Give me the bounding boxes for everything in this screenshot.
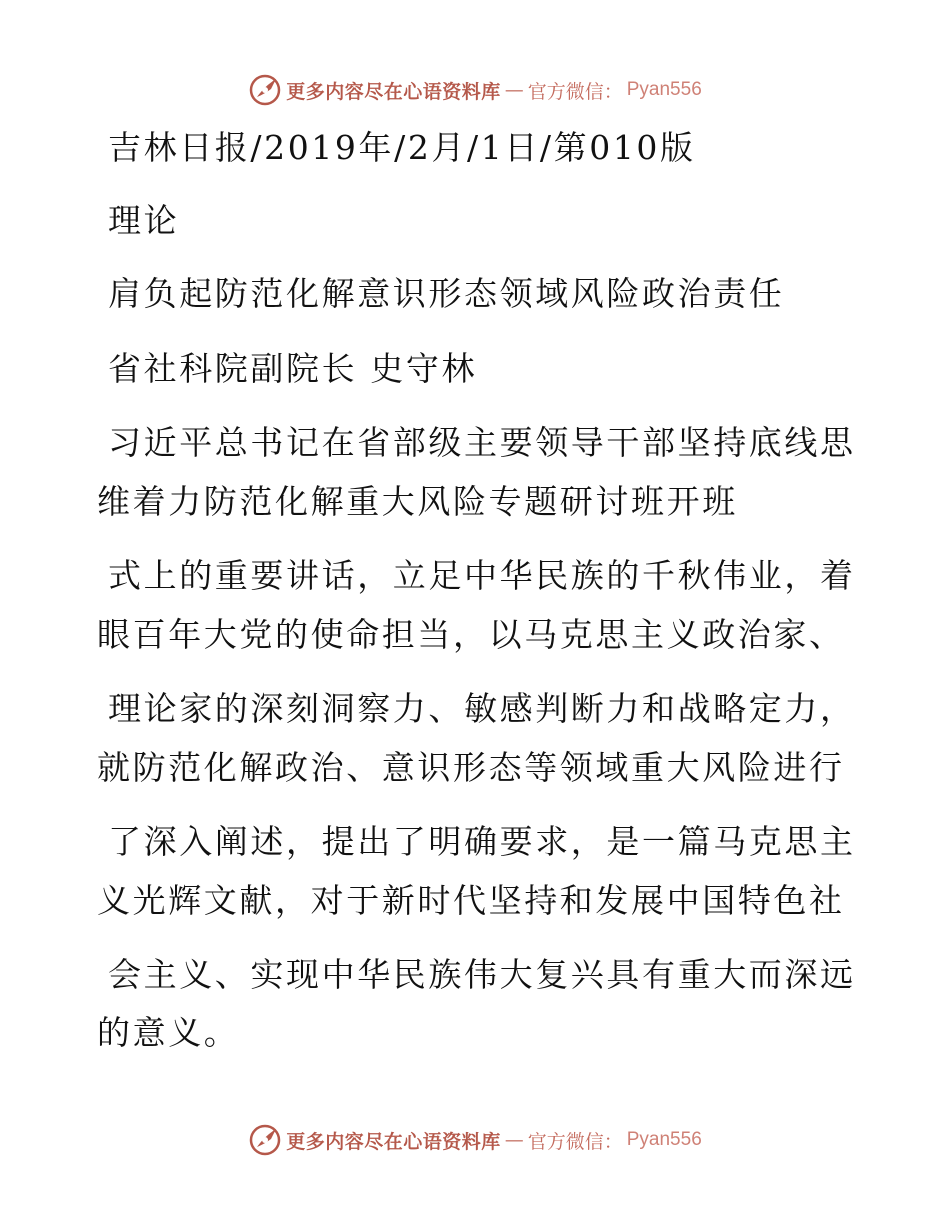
watermark-id: Pyan556 bbox=[626, 79, 702, 100]
red-quill-logo-icon bbox=[248, 1123, 282, 1157]
watermark-group bbox=[248, 73, 702, 107]
article-title: 肩负起防范化解意识形态领域风险政治责任 bbox=[108, 274, 785, 313]
body-line: 习近平总书记在省部级主要领导干部坚持底线思 bbox=[108, 423, 856, 462]
section-label: 理论 bbox=[108, 201, 180, 240]
watermark-label: 官方微信： bbox=[527, 1130, 623, 1153]
body-line: 式上的重要讲话，立足中华民族的千秋伟业，着 bbox=[108, 556, 856, 595]
byline: 省社科院副院长 史守林 bbox=[108, 349, 478, 388]
body-line: 理论家的深刻洞察力、敏感判断力和战略定力， bbox=[108, 689, 856, 728]
body-line: 就防范化解政治、意识形态等领域重大风险进行 bbox=[97, 748, 845, 787]
watermark-separator: — bbox=[504, 1129, 524, 1151]
body-line: 了深入阐述，提出了明确要求，是一篇马克思主 bbox=[108, 822, 856, 861]
watermark-header bbox=[0, 70, 950, 110]
body-line: 的意义。 bbox=[97, 1013, 240, 1052]
body-line: 会主义、实现中华民族伟大复兴具有重大而深远 bbox=[108, 955, 856, 994]
body-line: 眼百年大党的使命担当，以马克思主义政治家、 bbox=[97, 615, 845, 654]
watermark-label: 官方微信： bbox=[527, 80, 623, 103]
source-line: 吉林日报/2019年/2月/1日/第010版 bbox=[108, 128, 696, 167]
watermark-group bbox=[248, 1123, 702, 1157]
watermark-text: 更多内容尽在心语资料库 bbox=[286, 80, 501, 103]
red-quill-logo-icon bbox=[248, 73, 282, 107]
watermark-footer bbox=[0, 1120, 950, 1160]
body-line: 义光辉文献，对于新时代坚持和发展中国特色社 bbox=[97, 881, 845, 920]
watermark-id: Pyan556 bbox=[626, 1129, 702, 1150]
body-line: 维着力防范化解重大风险专题研讨班开班 bbox=[97, 482, 738, 521]
watermark-separator: — bbox=[504, 79, 524, 101]
watermark-text: 更多内容尽在心语资料库 bbox=[286, 1130, 501, 1153]
